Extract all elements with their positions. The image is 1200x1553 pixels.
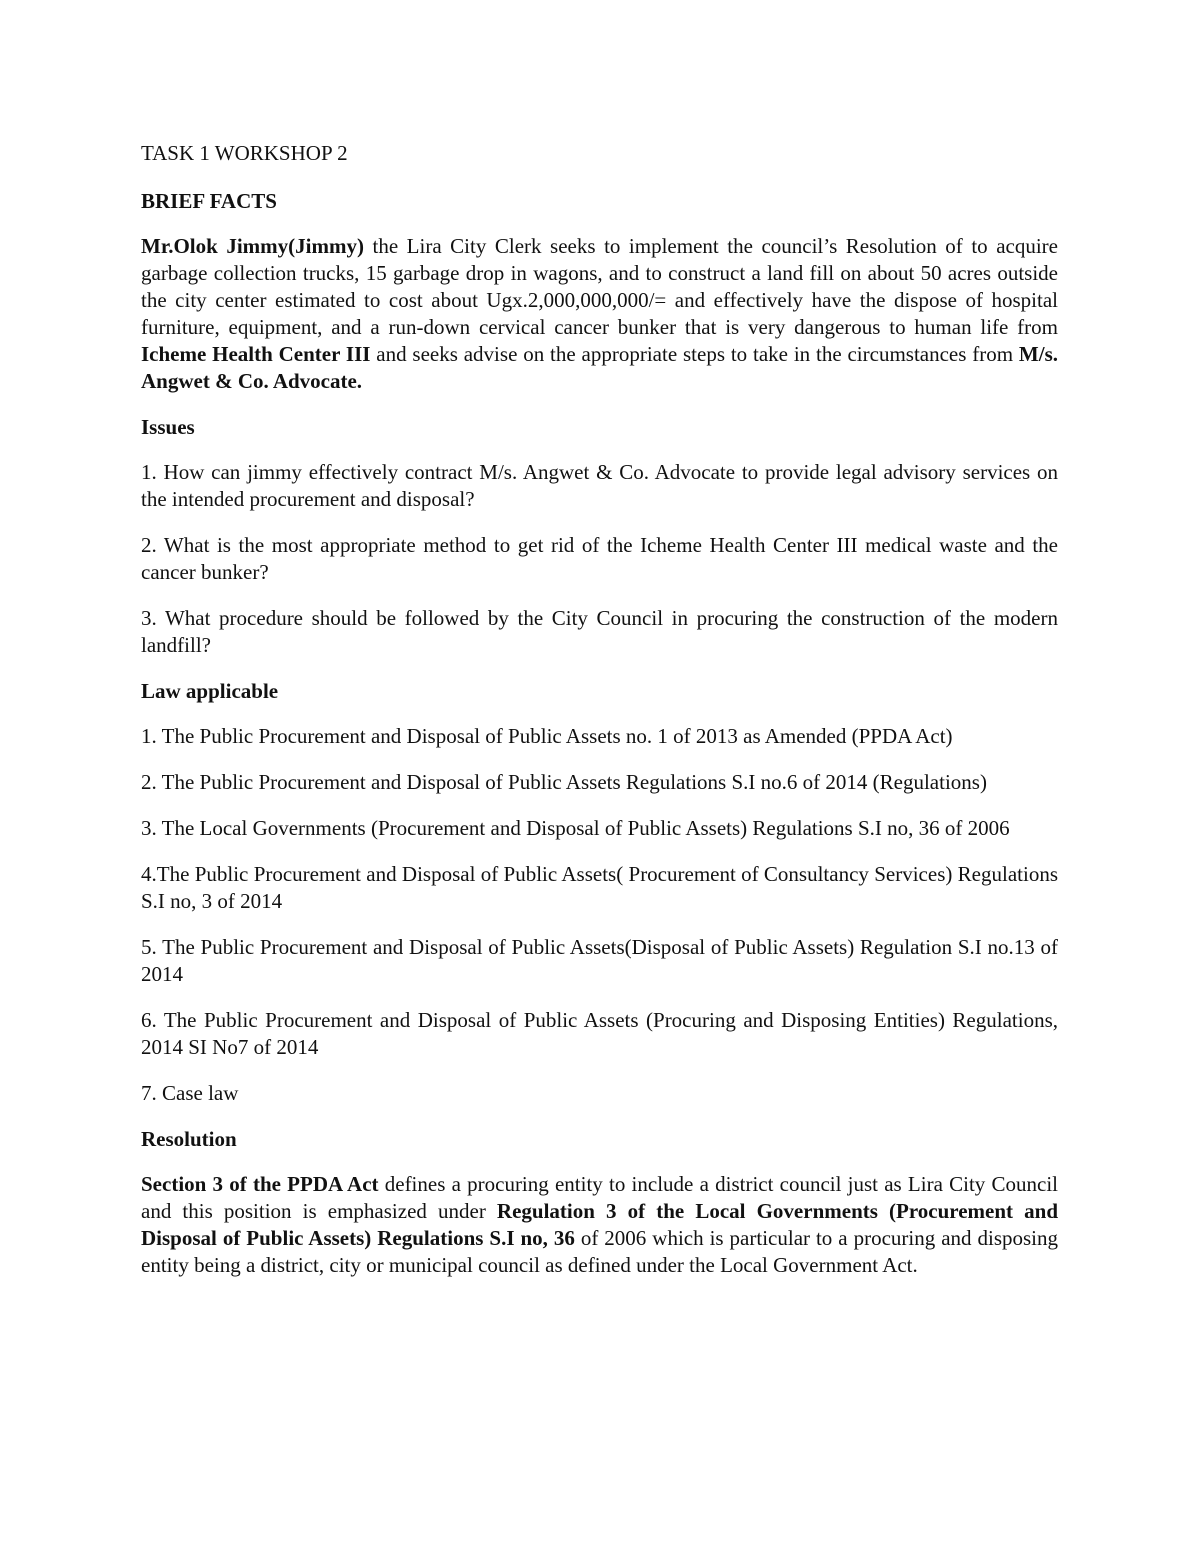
issue-item: 1. How can jimmy effectively contract M/s. Angwet & Co. Advocate to provide legal advisory services on the intended procurement and disposal?: [141, 460, 1058, 511]
resolution-text-1: defines a procuring entity to include a district council just as Lira City Council and this position is emphasized under: [141, 1172, 1059, 1223]
law-applicable-heading: Law applicable: [141, 679, 279, 703]
advocate-name: M/s. Angwet & Co. Advocate.: [141, 342, 1058, 393]
law-item: 6. The Public Procurement and Disposal of Public Assets (Procuring and Disposing Entities) Regulations, 2014 SI No7 of 2014: [141, 1008, 1058, 1059]
resolution-text-2: of 2006 which is particular to a procuring and disposing entity being a district, city or municipal council as defined under the Local Government Act.: [141, 1226, 1058, 1277]
document-title: TASK 1 WORKSHOP 2: [141, 141, 348, 165]
resolution-heading: Resolution: [141, 1127, 237, 1151]
document-page: [141, 140, 1058, 1298]
issue-item: 3. What procedure should be followed by the City Council in procuring the construction of the modern landfill?: [141, 606, 1058, 657]
law-item: 7. Case law: [141, 1081, 239, 1105]
section-reference: Section 3 of the PPDA Act: [141, 1172, 379, 1196]
law-item: 2. The Public Procurement and Disposal of Public Assets Regulations S.I no.6 of 2014 (Regulations): [141, 770, 987, 794]
law-item: 4.The Public Procurement and Disposal of Public Assets( Procurement of Consultancy Services) Regulations S.I no, 3 of 2014: [141, 862, 1058, 913]
health-center-name: Icheme Health Center III: [141, 342, 371, 366]
client-name: Mr.Olok Jimmy(Jimmy): [141, 234, 364, 258]
brief-facts-paragraph: [141, 233, 1058, 395]
law-item: 3. The Local Governments (Procurement and Disposal of Public Assets) Regulations S.I no, 36 of 2006: [141, 816, 1010, 840]
regulation-reference: Regulation 3 of the Local Governments (Procurement and Disposal of Public Assets) Regulations S.I no, 36: [141, 1199, 1058, 1250]
issues-heading: Issues: [141, 415, 195, 439]
resolution-paragraph: [141, 1171, 1058, 1279]
issue-item: 2. What is the most appropriate method to get rid of the Icheme Health Center III medical waste and the cancer bunker?: [141, 533, 1058, 584]
brief-facts-text-1: the Lira City Clerk seeks to implement the council’s Resolution of to acquire garbage collection trucks, 15 garbage drop in wagons, and to construct a land fill on about 50 acres outside the city center estimated to cost about Ugx.2,000,000,000/= and effectively have the dispose of hospital furniture, equipment, and a run-down cervical cancer bunker that is very dangerous to human life from: [141, 234, 1058, 339]
brief-facts-heading: BRIEF FACTS: [141, 189, 277, 213]
law-item: 1. The Public Procurement and Disposal of Public Assets no. 1 of 2013 as Amended (PPDA Act): [141, 724, 953, 748]
brief-facts-text-2: and seeks advise on the appropriate steps to take in the circumstances from: [370, 342, 1019, 366]
law-item: 5. The Public Procurement and Disposal of Public Assets(Disposal of Public Assets) Regulation S.I no.13 of 2014: [141, 935, 1058, 986]
